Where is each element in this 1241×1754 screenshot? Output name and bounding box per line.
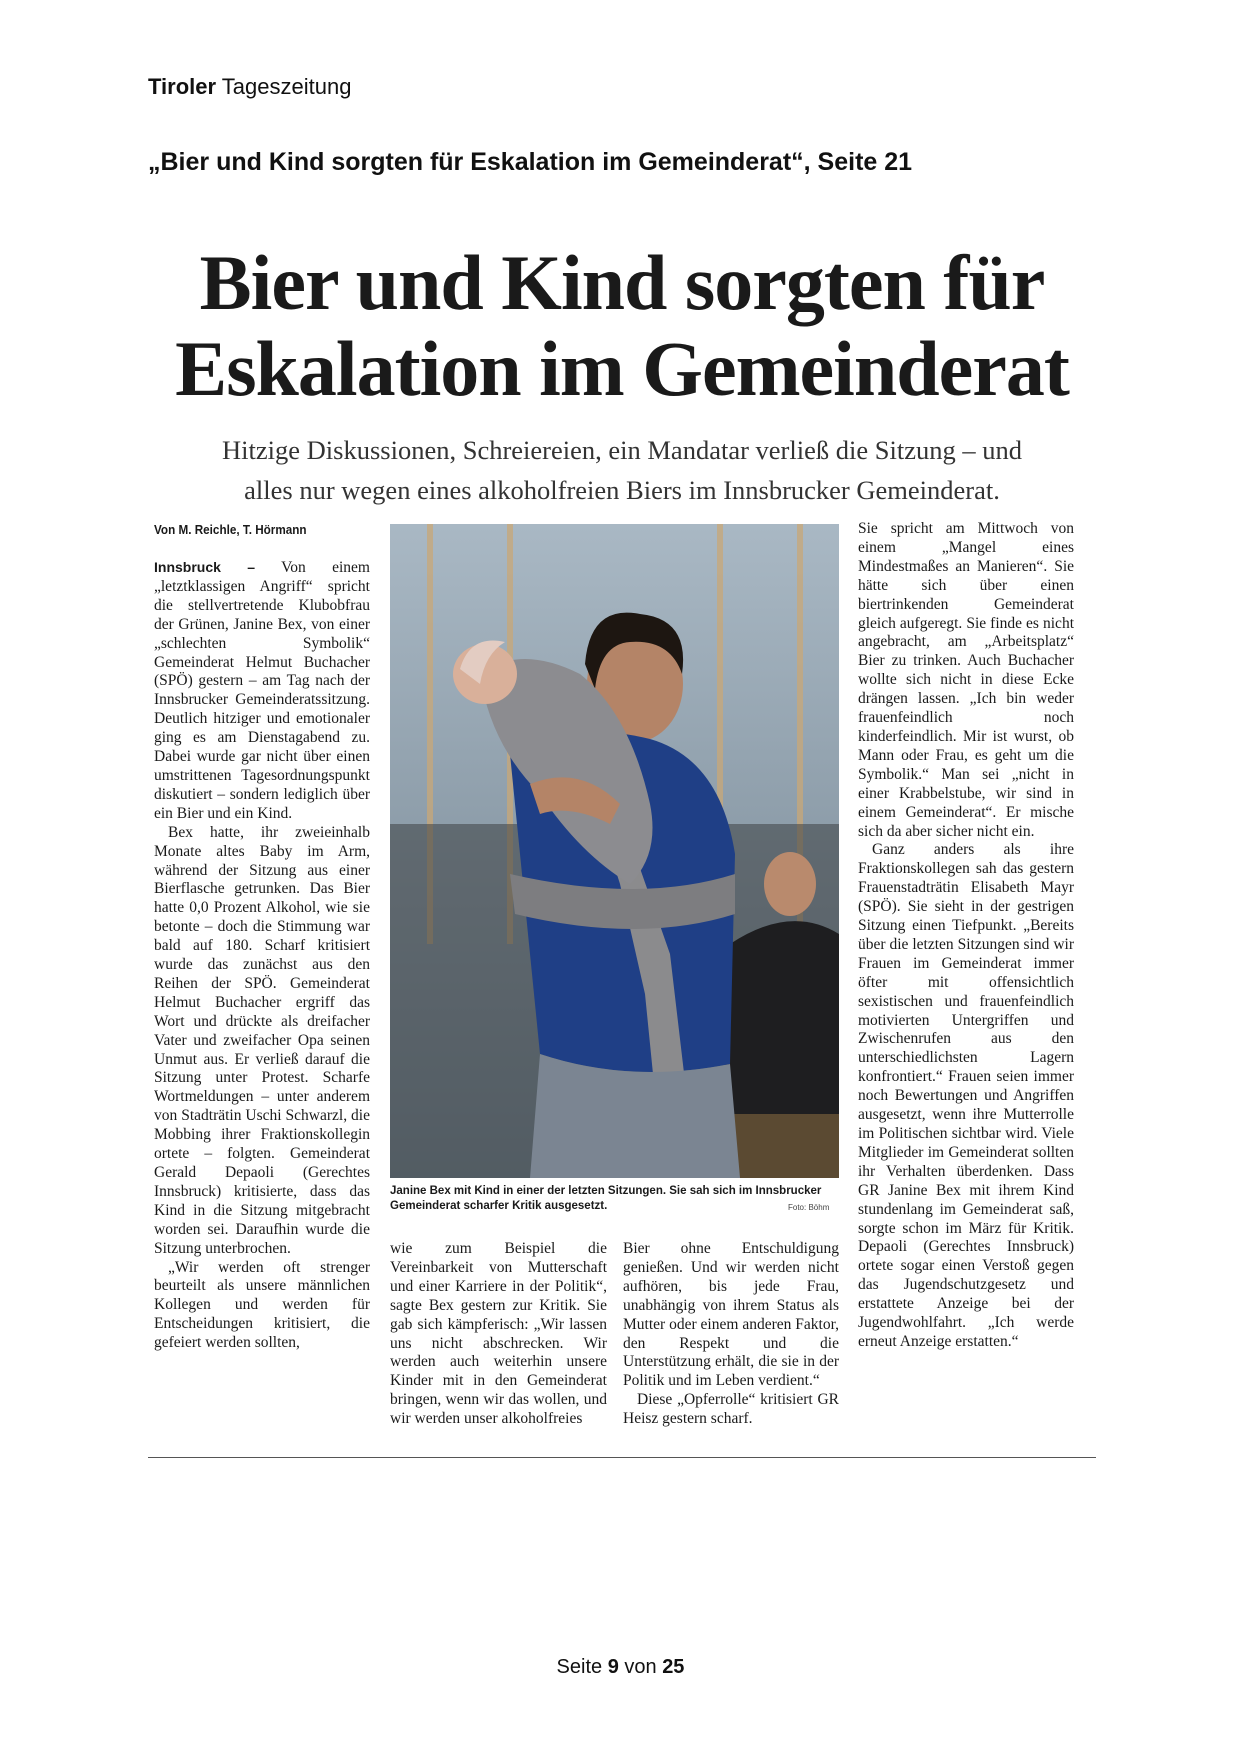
subhead-line-2: alles nur wegen eines alkoholfreien Biers im Innsbrucker Gemeinderat. <box>244 475 1000 505</box>
paragraph: Bex hatte, ihr zweieinhalb Monate altes Baby im Arm, während der Sitzung aus einer Bierflasche getrunken. Das Bier hatte 0,0 Prozent Alkohol, wie sie betonte – doch die Stimmung war bald auf 180. Scharf kritisiert wurde das zunächst aus den Reihen der SPÖ. Gemeinderat Helmut Buchacher ergriff das Wort und drückte als dreifacher Vater und zweifacher Opa seinen Unmut aus. Er verließ darauf die Sitzung unter Protest. Scharfe Wortmeldungen – unter anderem von Stadträtin Uschi Schwarzl, die Mobbing ihrer Fraktionskollegin ortete – folgten. Gemeinderat Gerald Depaoli (Gerechtes Innsbruck) kritisierte, dass das Kind in die Sitzung mitgebracht worden sei. Daraufhin wurde die Sitzung unterbrochen. <box>154 823 370 1257</box>
article-subhead <box>148 430 1096 510</box>
byline: Von M. Reichle, T. Hörmann <box>154 522 307 537</box>
masthead-bold: Tiroler <box>148 74 217 99</box>
masthead <box>148 74 351 100</box>
article-headline <box>148 240 1096 412</box>
paragraph: Von einem „letztklassigen Angriff“ spricht die stellvertretende Klubobfrau der Grünen, Janine Bex, von einer „schlechten Symbolik“ Gemeinderat Helmut Buchacher (SPÖ) gestern – am Tag nach der Innsbrucker Gemeinderatssitzung. Deutlich hitziger und emotionaler ging es am Dienstagabend zu. Dabei wurde gar nicht über einen umstrittenen Tagesordnungspunkt diskutiert – sondern lediglich über ein Bier und ein Kind. <box>154 559 370 822</box>
current-page-number: 9 <box>607 1656 619 1678</box>
headline-line-1: Bier und Kind sorgten für <box>199 239 1045 326</box>
article-column-1 <box>154 558 370 1353</box>
photo-caption: Janine Bex mit Kind in einer der letzten Sitzungen. Sie sah sich im Innsbrucker Gemeinderat scharfer Kritik ausgesetzt. <box>390 1185 822 1212</box>
footer-middle: von <box>618 1656 663 1678</box>
subhead-line-1: Hitzige Diskussionen, Schreiereien, ein Mandatar verließ die Sitzung – und <box>222 435 1022 465</box>
page-footer <box>0 1656 1241 1679</box>
paragraph: Diese „Opferrolle“ kritisiert GR Heisz gestern scharf. <box>623 1391 839 1428</box>
paragraph: „Wir werden oft strenger beurteilt als unsere männlichen Kollegen und werden für Entscheidungen kritisiert, die gefeiert werden sollten, <box>154 1258 370 1352</box>
footer-prefix: Seite <box>556 1656 608 1678</box>
document-title: „Bier und Kind sorgten für Eskalation im Gemeinderat“, Seite 21 <box>148 148 913 176</box>
article-column-2 <box>390 1240 607 1429</box>
paragraph: wie zum Beispiel die Vereinbarkeit von Mutterschaft und einer Karriere in der Politik“, sagte Bex gestern zur Kritik. Sie gab sich kämpferisch: „Wir lassen uns nicht abschrecken. Wir werden auch weiterhin unsere Kinder mit in den Gemeinderat bringen, wenn wir das wollen, und wir werden unser alkoholfreies <box>390 1240 607 1428</box>
article-column-4 <box>858 520 1074 1352</box>
photo-credit: Foto: Böhm <box>788 1203 830 1212</box>
paragraph: Bier ohne Entschuldigung genießen. Und wir werden nicht aufhören, bis jede Frau, unabhängig von ihrem Status als Mutter oder einem anderen Faktor, den Respekt und die Unterstützung erhält, die sie in der Politik und im Leben verdient.“ <box>623 1240 839 1390</box>
total-page-count: 25 <box>662 1656 685 1678</box>
clipping-bottom-rule <box>148 1457 1096 1458</box>
photo-illustration <box>390 524 839 1178</box>
headline-line-2: Eskalation im Gemeinderat <box>175 325 1069 412</box>
article-column-3 <box>623 1240 839 1429</box>
newspaper-clipping <box>148 240 1096 1462</box>
masthead-rest: Tageszeitung <box>216 74 352 99</box>
paragraph: Ganz anders als ihre Fraktionskollegen sah das gestern Frauenstadträtin Elisabeth Mayr (SPÖ). Sie sieht in der gestrigen Sitzung einen Tiefpunkt. „Bereits über die letzten Sitzungen sind wir Frauen im Gemeinderat immer öfter mit offensichtlich sexistischen und frauenfeindlich motivierten Untergriffen und Zwischenrufen aus den unterschiedlichsten Lagern konfrontiert.“ Frauen seien immer noch Bewertungen und Angriffen ausgesetzt, wenn ihre Mutterrolle im Politischen sichtbar wird. Viele Mitglieder im Gemeinderat sollten ihr Verhalten überdenken. Dass GR Janine Bex mit ihrem Kind stundenlang im Gemeinderat saß, sorgte schon im März für Kritik. Depaoli (Gerechtes Innsbruck) ortete sogar einen Verstoß gegen das Jugendschutzgesetz und erstattete Anzeige bei der Jugendwohlfahrt. „Ich werde erneut Anzeige erstatten.“ <box>858 841 1074 1350</box>
dateline: Innsbruck – <box>154 559 256 575</box>
paragraph: Sie spricht am Mittwoch von einem „Mangel eines Mindestmaßes an Manieren“. Sie hätte sich über einen biertrinkenden Gemeinderat gleich aufgeregt. Sie finde es nicht angebracht, am „Arbeitsplatz“ Bier zu trinken. Auch Buchacher wollte sich nicht in diese Ecke drängen lassen. „Ich bin weder frauenfeindlich noch kinderfeindlich. Mir ist wurst, ob Mann oder Frau, es geht um die Symbolik.“ Man sei „nicht in einer Krabbelstube, wir sind in einem Gemeinderat“. Er mische sich da aber sicher nicht ein. <box>858 520 1074 840</box>
article-photo <box>390 524 839 1178</box>
